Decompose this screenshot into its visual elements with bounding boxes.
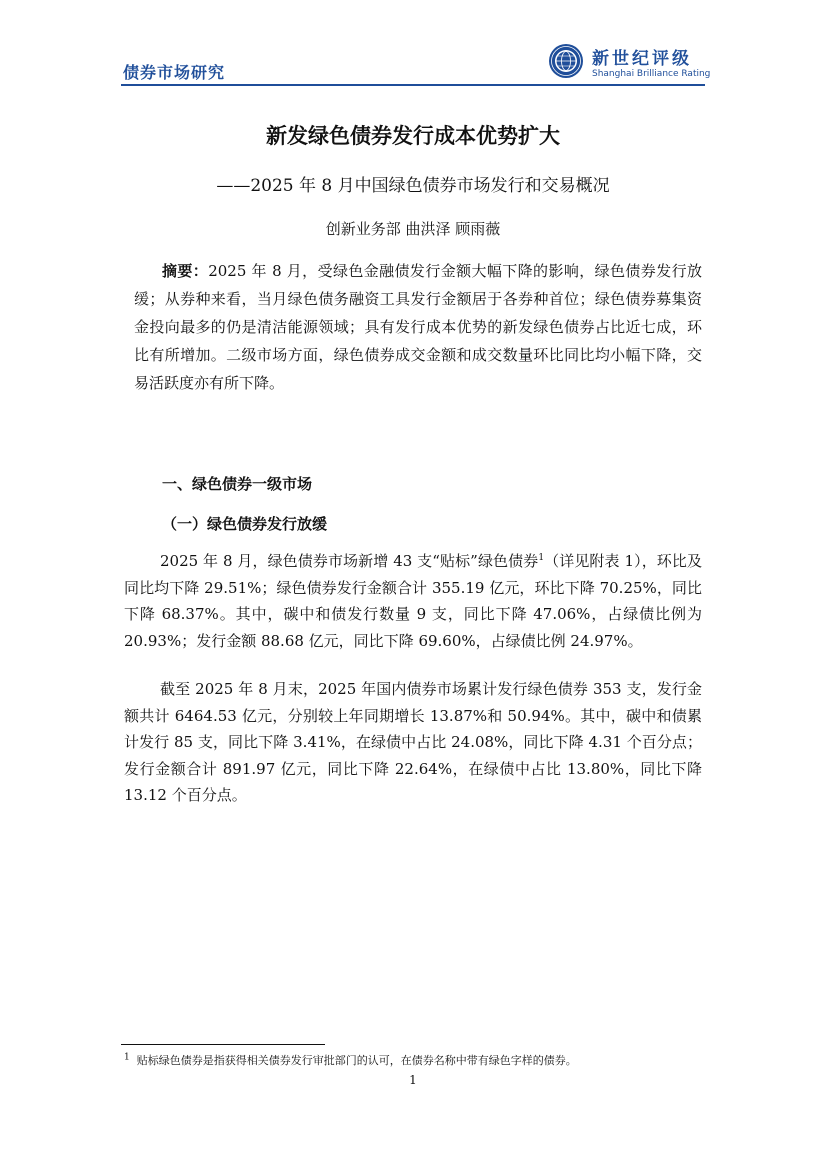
abstract-paragraph [134, 257, 702, 397]
document-title: 新发绿色债券发行成本优势扩大 [266, 123, 560, 148]
subsection-heading: （一）绿色债券发行放缓 [162, 515, 328, 533]
section-heading: 一、绿色债券一级市场 [162, 475, 313, 493]
abstract-label: 摘要： [162, 262, 209, 280]
globe-emblem-icon [548, 43, 584, 79]
logo-chinese-name: 新世纪评级 [592, 49, 692, 69]
footnote-reference[interactable]: 1 [538, 553, 545, 563]
abstract-text: 2025 年 8 月，受绿色金融债发行金额大幅下降的影响，绿色债券发行放缓；从券种来看，当月绿色债务融资工具发行金额居于各券种首位；绿色债券募集资金投向最多的仍是清洁能源领域；具有发行成本优势的新发绿色债券占比近七成，环比有所增加。二级市场方面，绿色债券成交金额和成交数量环比同比均小幅下降，交易活跃度亦有所下降。 [134, 262, 702, 392]
header-divider [121, 84, 705, 86]
footnote-text: 贴标绿色债券是指获得相关债券发行审批部门的认可，在债券名称中带有绿色字样的债券。 [136, 1054, 577, 1067]
brand-logo [548, 43, 711, 83]
footnote-divider [121, 1044, 325, 1045]
header-section-label: 债券市场研究 [123, 63, 226, 82]
paragraph-text: 2025 年 8 月，绿色债券市场新增 43 支“贴标”绿色债券 [160, 552, 539, 570]
footnote-marker: 1 [124, 1052, 130, 1063]
body-paragraph-2: 截至 2025 年 8 月末，2025 年国内债券市场累计发行绿色债券 353 支，发行金额共计 6464.53 亿元，分别较上年同期增长 13.87%和 50.94%。其中，碳中和债累计发行 85 支，同比下降 3.41%，在绿债中占比 24.08%，同比下降 4.31 个百分点；发行金额合计 891.97 亿元，同比下降 22.64%，在绿债中占比 13.80%，同比下降 13.12 个百分点。 [124, 680, 702, 804]
paragraph-text: （详见附表 1），环比及同比均下降 29.51%；绿色债券发行金额合计 355.19 亿元，环比下降 70.25%，同比下降 68.37%。其中，碳中和债发行数量 9 支，同比下降 47.06%，占绿债比例为 20.93%；发行金额 88.68 亿元，同比下降 69.60%，占绿债比例 24.97%。 [124, 552, 702, 650]
document-subtitle: ——2025 年 8 月中国绿色债券市场发行和交易概况 [216, 176, 610, 196]
body-paragraph-1 [124, 548, 702, 654]
logo-english-name: Shanghai Brilliance Rating [592, 69, 711, 79]
page-number: 1 [409, 1073, 417, 1087]
footnote [124, 1052, 577, 1068]
authors-line: 创新业务部 曲洪泽 顾雨薇 [325, 220, 501, 238]
